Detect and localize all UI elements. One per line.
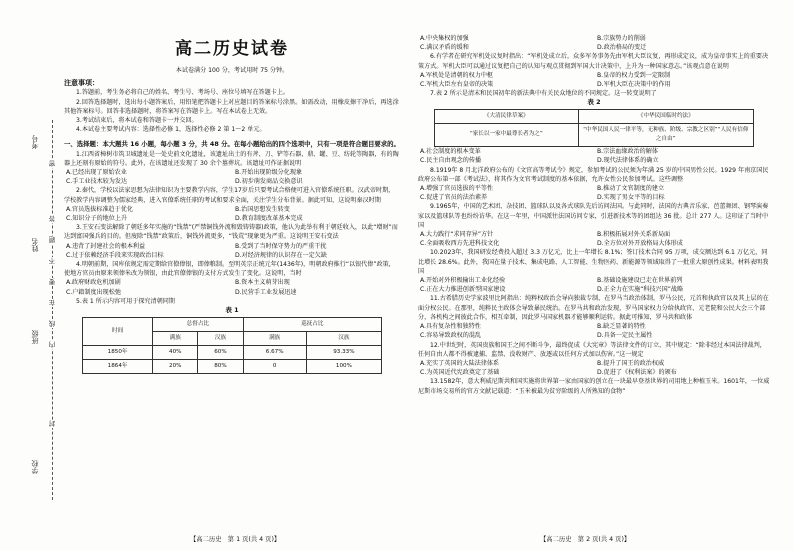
page-title: 高二历史试卷 — [175, 39, 289, 59]
option[interactable]: D.民营手工业发展迅速 — [235, 288, 297, 296]
note-item: 1.答题前，考生务必将自己的姓名、考生号、考场号、座位号填写在答题卡上。 — [76, 89, 290, 97]
question-13: 13.1582年，意大利威尼斯共和国实施将世界第一家由国家的创立在一块最早登基世界的司用地上种植玉米。1601年，一位威尼斯市场交易所的官方文献记载道：“玉米被最为贫穷阶级的人所熟知的食物” — [418, 378, 770, 395]
option[interactable]: A.中央集权的加强 — [420, 35, 469, 42]
option[interactable]: C.为英国近代宪政奠定了基础 — [420, 369, 500, 377]
table-cell: “中华民国人民一律平等，无种族、阶级、宗教之区别”“人民有信仰之自由” — [578, 123, 753, 146]
option[interactable]: C.促进了官员的法治素养 — [420, 194, 488, 202]
table-1 — [82, 317, 382, 374]
option[interactable]: B.开始出现阶级分化现象 — [235, 169, 303, 177]
option[interactable]: D.现代法律体系的确立 — [597, 157, 659, 165]
table-cell: 20% — [153, 360, 198, 374]
seal-word: 在 — [48, 299, 57, 307]
option[interactable]: D.全方位对外开放格局大体形成 — [597, 240, 683, 248]
table-1-caption: 表 1 — [225, 306, 239, 315]
option[interactable]: C.军机大臣左右皇帝的决策 — [420, 81, 494, 89]
option[interactable]: D.初步萌发商品交换意识 — [235, 178, 303, 186]
table-cell: 满族 — [153, 332, 198, 346]
margin-label-name: 姓名 — [31, 238, 39, 252]
option[interactable]: D.实现了男女平等的目标 — [597, 194, 665, 202]
question-7-options — [418, 147, 770, 165]
question-12-options — [418, 359, 770, 377]
table-row — [83, 346, 382, 360]
seal-line — [52, 120, 53, 500]
option[interactable]: C.容易导致政权的混乱 — [420, 332, 482, 340]
margin-label-class: 班级 — [31, 330, 39, 344]
table-cell: 1864年 — [83, 360, 153, 374]
question-5-options — [418, 34, 770, 52]
option[interactable]: D.正全力在实施“科技兴国”战略 — [597, 286, 684, 294]
table-cell: 100% — [306, 360, 381, 374]
table-cell: 《大清民律草案》 — [435, 109, 579, 123]
option[interactable]: C.过于依赖经济手段来实现政治目标 — [66, 251, 164, 259]
option[interactable]: C.民主自由观念的传播 — [420, 157, 482, 165]
table-cell: 巡抚占比 — [243, 318, 381, 332]
option[interactable]: B.基础设施建设已走在世界前列 — [597, 277, 683, 285]
option[interactable]: D.具备一定民主属性 — [597, 332, 653, 340]
option[interactable]: B.宗族势力的削弱 — [597, 35, 646, 42]
option[interactable]: B.提升了国王的政治权威 — [597, 359, 665, 367]
question-10: 10.2023年，我国研发经费投入超过 3.3 万亿元，比上一年增长 8.1%；签订技术合同 95 万项，成交额达到 6.1 万亿元，同比增长 28.6%。此外，我国在量子技术、集成电路、人工智能、生物医药、新能源等领域取得了一批重大原创性成果。材料表明我国 — [418, 249, 769, 275]
table-cell: 满族 — [243, 332, 306, 346]
seal-word: 不 — [48, 257, 57, 265]
table-cell: 0 — [243, 360, 306, 374]
seal-word: 线 — [48, 320, 57, 328]
option[interactable]: A.违背了封建社会的根本利益 — [66, 242, 146, 250]
note-item: 2.回答选择题时，选出每小题答案后，用铅笔把答题卡上对应题目的答案标号涂黑。如需改动，用橡皮擦干净后，再选涂其他答案标号。回答非选择题时，将答案写在答题卡上。写在本试卷上无效。 — [64, 98, 399, 115]
question-2-options — [64, 205, 400, 223]
question-3: 3.王安石变法解除了朝廷多年实施的“钱禁”(严禁铜钱外流和毁铸铸器)政策，他认为此举有利于朝廷收入，以此“增财”而达到富国强兵的目的。但废除“钱禁”政策后，铜钱外流更多，“钱荒”现象更为严重。这说明王安石变法 — [64, 224, 398, 241]
option[interactable]: D.军机大臣在决策中的作用 — [597, 81, 671, 89]
table-cell: 93.33% — [306, 346, 381, 360]
table-row — [83, 360, 382, 374]
table-cell: 汉族 — [198, 332, 243, 346]
table-cell: 1850年 — [83, 346, 153, 360]
seal-word: 内 — [48, 341, 57, 349]
seal-word: 答 — [48, 215, 57, 223]
question-3-options — [64, 242, 400, 260]
option[interactable]: A.官员选拔标准趋于优化 — [66, 205, 133, 213]
table-cell: 40% — [153, 346, 198, 360]
option[interactable]: D.促进了《权利法案》的颁布 — [597, 369, 677, 377]
question-9-options — [418, 230, 770, 248]
question-12: 12.中世纪时，英国贵族和国王之间不断斗争，最终促成《大宪章》等法律文件的订立，其中规定：“除非经过本国法律裁判，任何自由人都不得被逮捕、监禁、没收财产、放逐或以任何方式加以伤害。”这一规定 — [418, 341, 766, 358]
note-item: 3.考试结束后，将本试卷和答题卡一并交回。 — [76, 117, 198, 125]
seal-word: 题 — [48, 236, 57, 244]
option[interactable]: B.治国思想发生转变 — [235, 205, 290, 213]
option[interactable]: A.增强了官员选拔的平等性 — [420, 185, 494, 193]
margin-label-kaohao: 考号 — [31, 135, 39, 149]
question-8: 8.1919年 8 月北洋政府公布的《文官高等考试令》规定，参加考试的公民须为年满 25 岁的中国男性公民。1929 年南京国民政府公布第一部《考试法》，将其作为文官考试制度的基本依据，允许女性公民参加考试。这些调整 — [418, 166, 769, 183]
page-footer-left: 【高二历史 第 1 页(共 4 页)】 — [190, 536, 281, 543]
option[interactable]: A.政府财政危机加剧 — [66, 279, 121, 287]
table-2 — [434, 109, 754, 148]
option[interactable]: C.手工业技术较为发达 — [66, 178, 128, 186]
question-2: 2.秦代，学校以法家思想为法律知识为主要教学内容，学生17岁后只要考试合格便可进入官僚系统任职。汉武帝时期，学校教学内容调整为儒家经典，进入官僚系统任职的考试和要求全面，关注学生分布背景。据此可知，这说明秦汉时期 — [64, 187, 395, 204]
table-cell: 80% — [198, 360, 243, 374]
question-4-options — [64, 278, 400, 296]
table-cell: “家长以一家中最尊长者为之” — [435, 123, 579, 146]
table-row — [435, 123, 754, 146]
option[interactable]: C.正在大力推进创新型国家建设 — [420, 286, 506, 294]
question-1: 1.江西省樟树市筑卫城遗址是一处史前文化遗址，该遗址出土的有斧、刀、铲等石器，鼎、罐、豆、纺轮等陶器，有的陶器上还刻有原始的符号。此外，在该遗址还发现了 30 余个墓葬坑。该遗址可作证据说明 — [64, 150, 399, 167]
table-cell: 《中华民国临时约法》 — [578, 109, 753, 123]
option[interactable]: D.对经济规律的认识存在一定欠缺 — [235, 251, 327, 259]
option[interactable]: B.缺乏显著的特性 — [597, 323, 646, 331]
table-cell: 总督占比 — [153, 318, 243, 332]
question-1-options — [64, 168, 400, 186]
table-2-caption: 表 2 — [587, 98, 601, 107]
seal-word: 封 — [48, 420, 57, 428]
table-row — [435, 109, 754, 123]
table-cell: 6.67% — [243, 346, 306, 360]
question-9: 9.1965年，中国的艺术团、杂技团、篮球队以及各式球队先后访问法国。与此同时，法国的古典音乐家、芭蕾舞团、钢琴演奏家以及篮球队等也纷纷访华。在这一年里，中国派往法国访问专家，引进新技术等的团组达 36 批。总计 277 人。这印证了当时中国 — [418, 203, 769, 229]
option[interactable]: B.积极拓展对外关系新局面 — [597, 231, 671, 239]
question-6-options — [418, 71, 770, 89]
option[interactable]: B.皇帝的权力受到一定限制 — [597, 71, 671, 79]
question-8-options — [418, 184, 770, 202]
option[interactable]: A.军机处是清朝的权力中枢 — [420, 71, 494, 79]
section-heading: 一、选择题：本大题共 16 小题，每小题 3 分，共 48 分。在每小题给出的四个选项中，只有一项是符合题目要求的。 — [64, 140, 400, 149]
binding-margin — [0, 0, 60, 551]
question-6: 6.有学者在研究军机处议复时指出：“军机处成立后，众多军务事务先由军机大臣议复，再形成定议，成为皇帝事实上的重要决策方式。军机大臣可以通过议复把自己的认知与观点贯彻到军国大计决策中，上升为一种国家意志。”该观点意在说明 — [418, 53, 769, 70]
left-column — [64, 0, 400, 551]
option[interactable]: D.政治格局的变迁 — [597, 44, 647, 52]
seal-word: 要 — [48, 278, 57, 286]
option[interactable]: B.宗法血缘政治的解体 — [597, 148, 658, 156]
question-7: 7.表 2 所示是清末和民国初年的新法典中有关民众地位的不同规定。这一转变说明了 — [430, 90, 657, 98]
option[interactable]: C.户籍制度出现松弛 — [66, 288, 121, 296]
option[interactable]: B.资本主义萌芽出现 — [235, 279, 290, 287]
option[interactable]: D.教育制度改革基本完成 — [235, 215, 303, 223]
question-11-options — [418, 322, 770, 340]
option[interactable]: A.社会制度的根本变革 — [420, 148, 481, 156]
margin-label-school: 学校 — [31, 460, 39, 474]
question-10-options — [418, 276, 770, 294]
option[interactable]: A.大力践行“求同存异”方针 — [420, 231, 494, 239]
page-footer-right: 【高二历史 第 2 页(共 4 页)】 — [540, 536, 631, 543]
intro: 本试卷满分 100 分，考试用时 75 分钟。 — [175, 67, 289, 74]
notes-title: 注意事项： — [64, 79, 99, 88]
option[interactable]: C.满汉矛盾的缓和 — [420, 44, 469, 52]
question-4: 4.明朝前期，国库依规定需定期给官僚俸银，即俸粮制。至明英宗正统元年(1436年)，明朝政府推行“以银代俸”政策，使地方官员由原来领俸米改为领银，由此官僚俸银的支付方式发生了变化。这说明，当时 — [64, 261, 395, 278]
table-cell: 时间 — [83, 318, 153, 346]
table-cell: 汉族 — [306, 332, 381, 346]
option[interactable]: B.推动了文官制度的建立 — [597, 185, 665, 193]
option[interactable]: A.充实了英国的大陆法律体系 — [420, 359, 500, 367]
right-column — [418, 0, 770, 551]
seal-word: 密 — [48, 160, 57, 168]
option[interactable]: A.已经出现了原始农业 — [66, 169, 127, 177]
option[interactable]: A.具有复杂性和独特性 — [420, 323, 481, 331]
question-5: 5.表 1 所示内容可用于探究清朝同期 — [76, 297, 175, 305]
option[interactable]: A.开始对外积极输出工业化经验 — [420, 277, 506, 285]
option[interactable]: B.受到了当时保守势力的严重干扰 — [235, 242, 327, 250]
option[interactable]: C.全面吸收西方先进科技文化 — [420, 240, 500, 248]
question-11: 11.古希腊历史学家波里比阿指出：纯粹权政治会导向独裁专制，在罗马当政治体制，罗马公民，元首和执政官以及其上层的在面分权公民。在那里，纯粹民主政体会导致暴民统治。在罗马共和政治发现，罗马国家权力分给执政官、元老院和公民大会三个部分，各机构之间彼此合作，相互牵制，因此罗马国家机器才能够顺利运转。据此可推知，罗马共和政体 — [418, 295, 769, 321]
option[interactable]: C.知识分子的地位上升 — [66, 215, 128, 223]
note-item: 4.本试卷主要考试内容：选择性必修 1，选择性必修 2 第 1～2 单元。 — [76, 126, 266, 134]
table-cell: 60% — [198, 346, 243, 360]
